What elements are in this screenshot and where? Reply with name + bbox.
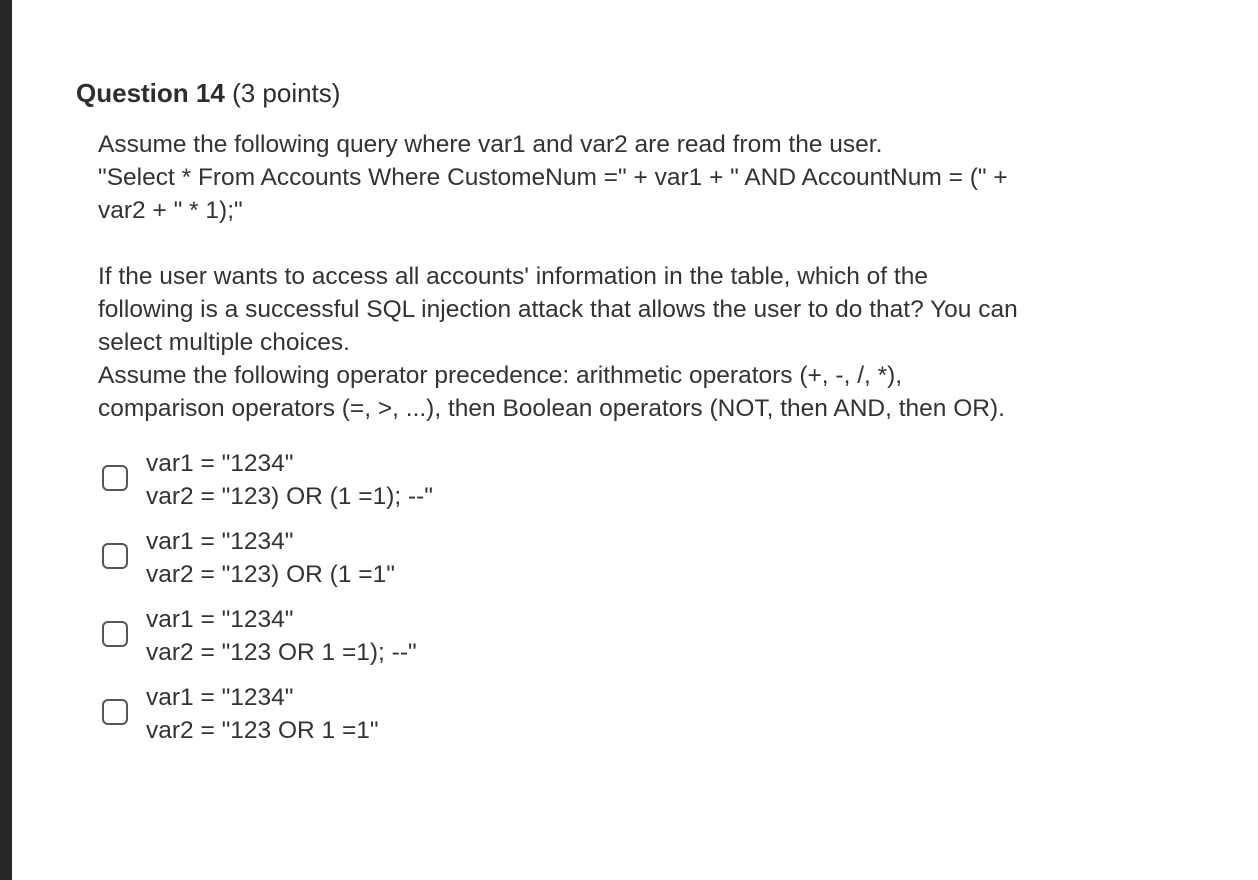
- option-2-var1: var1 = "1234": [146, 528, 294, 555]
- option-4-var2: var2 = "123 OR 1 =1": [146, 717, 379, 744]
- option-1-var2: var2 = "123) OR (1 =1); --": [146, 483, 433, 510]
- checkbox-option-4[interactable]: [102, 699, 128, 725]
- answer-option-2[interactable]: [98, 525, 1196, 603]
- option-4-var1: var1 = "1234": [146, 684, 294, 711]
- question-points: (3 points): [232, 78, 341, 108]
- prompt-line: "Select * From Accounts Where CustomeNum =" + var1 + " AND AccountNum = (" +: [98, 164, 1008, 191]
- answer-option-1[interactable]: [98, 447, 1196, 525]
- option-2-var2: var2 = "123) OR (1 =1": [146, 561, 395, 588]
- instruction-line: Assume the following operator precedence: arithmetic operators (+, -, /, *),: [98, 362, 903, 389]
- instruction-line: select multiple choices.: [98, 329, 350, 356]
- answer-option-4[interactable]: [98, 681, 1196, 759]
- option-3-var2: var2 = "123 OR 1 =1); --": [146, 639, 417, 666]
- prompt-line: Assume the following query where var1 and var2 are read from the user.: [98, 131, 883, 158]
- paragraph-gap: [98, 227, 1196, 260]
- answer-options: [98, 447, 1196, 759]
- question-title: Question 14: [76, 78, 225, 108]
- instruction-line: following is a successful SQL injection attack that allows the user to do that? You can: [98, 296, 1018, 323]
- checkbox-option-2[interactable]: [102, 543, 128, 569]
- prompt-line: var2 + " * 1);": [98, 197, 243, 224]
- question-body: [98, 128, 1196, 425]
- question-header: [76, 76, 1196, 110]
- answer-option-3[interactable]: [98, 603, 1196, 681]
- instruction-line: If the user wants to access all accounts' information in the table, which of the: [98, 263, 928, 290]
- window-edge: [0, 0, 12, 880]
- checkbox-option-1[interactable]: [102, 465, 128, 491]
- option-3-var1: var1 = "1234": [146, 606, 294, 633]
- question-container: [76, 76, 1196, 759]
- instruction-line: comparison operators (=, >, ...), then Boolean operators (NOT, then AND, then OR).: [98, 395, 1005, 422]
- option-1-var1: var1 = "1234": [146, 450, 294, 477]
- checkbox-option-3[interactable]: [102, 621, 128, 647]
